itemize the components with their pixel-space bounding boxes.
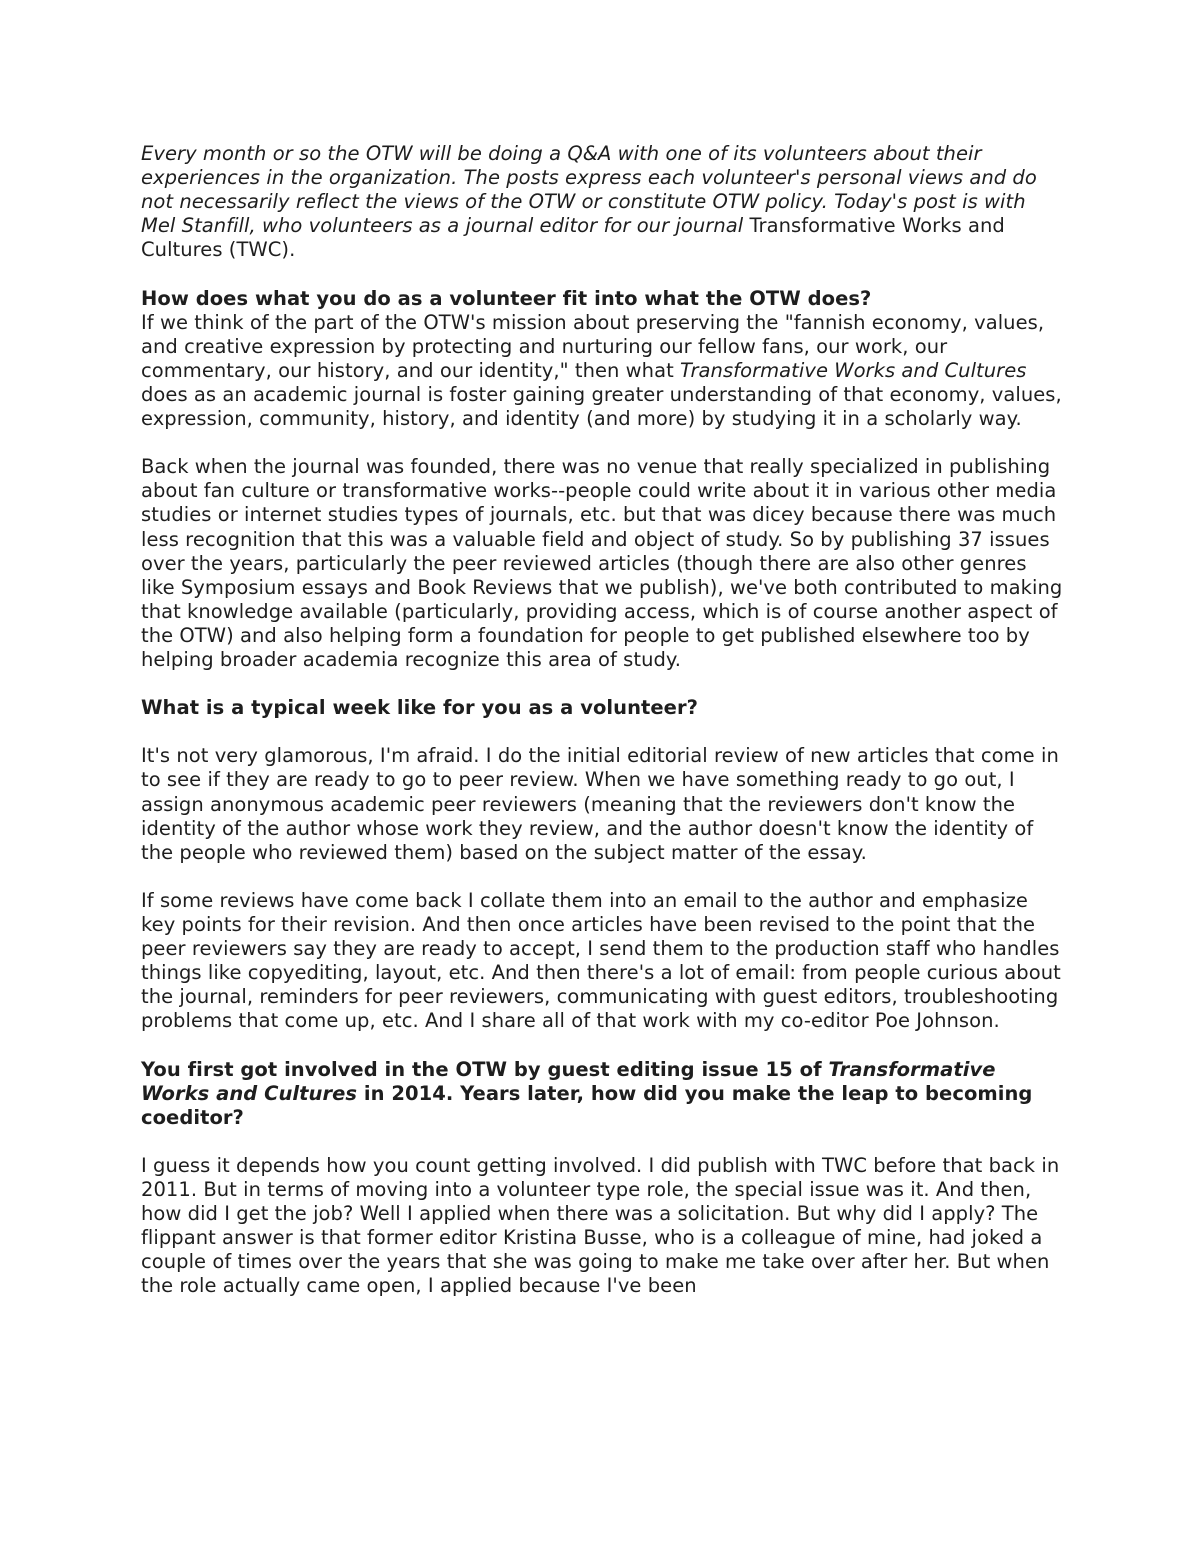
question-1-heading: How does what you do as a volunteer fit into what the OTW does? (141, 286, 872, 310)
journal-title: Transformative Works and Cultures (141, 1057, 996, 1105)
intro-text: Every month or so the OTW will be doing a Q&A with one of its volunteers about their experiences in the organization. The posts express each volunteer's personal views and do not necessarily reflect the views of the OTW or constitute OTW policy. Today's post is with Mel Stanfill, who volunteers as a journal editor for our journal (141, 142, 1037, 238)
answer-1-paragraph-2: Back when the journal was founded, there was no venue that really specialized in publishing about fan culture or transformative works--people could write about it in various other media studies or internet studies types of journals, etc. but that was dicey because there was much less recognition that this was a valuable field and object of study. So by publishing 37 issues over the years, particularly the peer reviewed articles (though there are also other genres like Symposium essays and Book Reviews that we publish), we've both contributed to making that knowledge available (particularly, providing access, which is of course another aspect of the OTW) and also helping form a foundation for people to get published elsewhere too by helping broader academia recognize this area of study. (141, 455, 1063, 671)
answer-3-paragraph-1: I guess it depends how you count getting involved. I did publish with TWC before that back in 2011. But in terms of moving into a volunteer type role, the special issue was it. And then, how did I get the job? Well I applied when there was a solicitation. But why did I apply? The flippant answer is that former editor Kristina Busse, who is a colleague of mine, had joked a couple of times over the years that she was going to make me take over after her. But when the role actually came open, I applied because I've been (141, 1153, 1060, 1298)
answer-2-paragraph-2: If some reviews have come back I collate them into an email to the author and emphasize key points for their revision. And then once articles have been revised to the point that the peer reviewers say they are ready to accept, I send them to the production staff who handles things like copyediting, layout, etc. And then there's a lot of email: from people curious about the journal, reminders for peer reviewers, communicating with guest editors, troubleshooting problems that come up, etc. And I share all of that work with my co-editor Poe Johnson. (141, 888, 1061, 1033)
answer-2-paragraph-1: It's not very glamorous, I'm afraid. I do the initial editorial review of new articles that come in to see if they are ready to go to peer review. When we have something ready to go out, I assign anonymous academic peer reviewers (meaning that the reviewers don't know the identity of the author whose work they review, and the author doesn't know the identity of the people who reviewed them) based on the subject matter of the essay. (141, 744, 1059, 864)
intro-paragraph (141, 142, 1066, 262)
question-3-heading: You first got involved in the OTW by guest editing issue 15 of Transformative Works and Cultures in 2014. Years later, how did you make the leap to becoming coeditor? (141, 1057, 1033, 1129)
document-page (141, 142, 1066, 1323)
journal-title: Transformative Works and Cultures (680, 358, 1027, 382)
answer-1-paragraph-1: If we think of the part of the OTW's mission about preserving the "fannish economy, values, and creative expression by protecting and nurturing our fellow fans, our work, our commentary, our history, and our identity," then what Transformative Works and Cultures does as an academic journal is foster gaining greater understanding of that economy, values, expression, community, history, and identity (and more) by studying it in a scholarly way. (141, 310, 1062, 431)
intro-journal-name: Transformative Works and Cultures (TWC). (141, 214, 1005, 262)
question-2-heading: What is a typical week like for you as a volunteer? (141, 696, 698, 720)
